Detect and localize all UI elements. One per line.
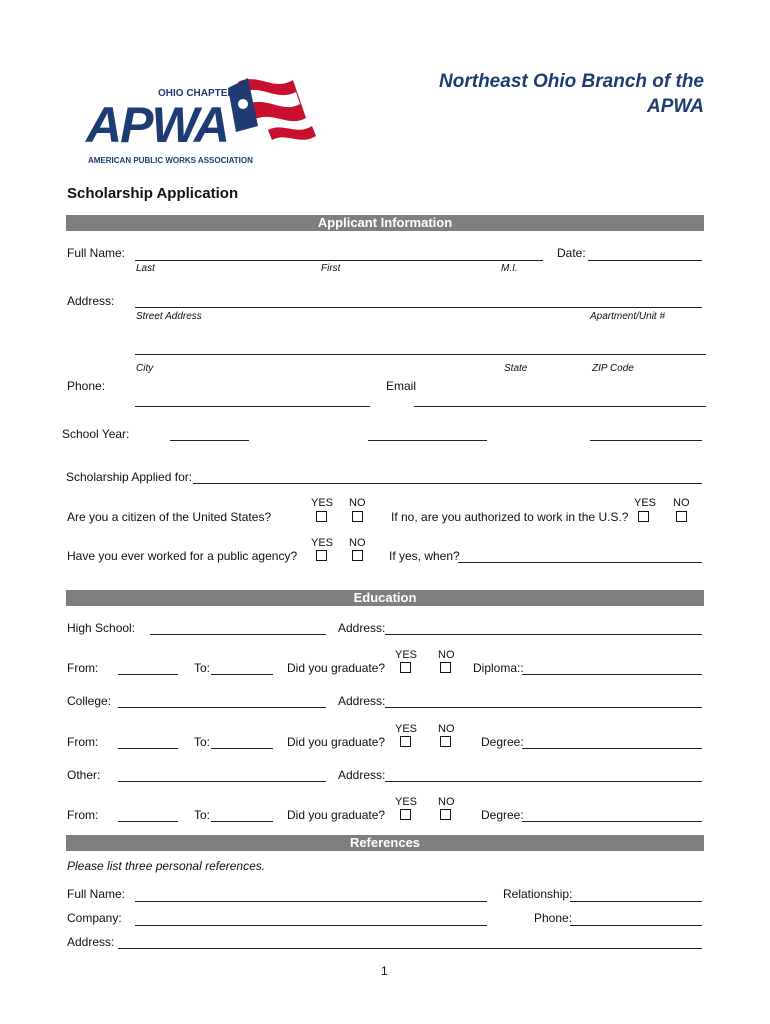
ref-address-label: Address: [67, 935, 115, 949]
page-number: 1 [381, 964, 388, 978]
hs-no-header: NO [438, 649, 455, 661]
other-degree-label: Degree: [481, 808, 524, 822]
phone-label: Phone: [67, 379, 106, 393]
full-name-field[interactable] [135, 260, 543, 261]
high-school-label: High School: [67, 621, 136, 635]
other-from-label: From: [67, 808, 99, 822]
apwa-logo [68, 70, 318, 170]
authorized-no-checkbox[interactable] [676, 511, 687, 522]
street-address-field[interactable] [135, 307, 702, 308]
high-school-field[interactable] [150, 634, 326, 635]
references-instruction: Please list three personal references. [67, 859, 266, 873]
college-label: College: [67, 694, 112, 708]
college-address-label: Address: [338, 694, 386, 708]
college-to-field[interactable] [211, 748, 273, 749]
other-address-label: Address: [338, 768, 386, 782]
worked-no-checkbox[interactable] [352, 550, 363, 561]
date-label: Date: [557, 246, 586, 260]
ref-company-field[interactable] [135, 925, 487, 926]
other-to-field[interactable] [211, 821, 273, 822]
authorized-no-header: NO [673, 497, 690, 509]
zip-sublabel: ZIP Code [592, 363, 634, 374]
hs-address-label: Address: [338, 621, 386, 635]
other-yes-checkbox[interactable] [400, 809, 411, 820]
worked-question: Have you ever worked for a public agency? [67, 549, 298, 563]
college-field[interactable] [118, 707, 326, 708]
logo-apwa-text: APWA [86, 97, 228, 153]
school-year-field-2[interactable] [368, 440, 487, 441]
scholarship-label: Scholarship Applied for: [66, 470, 193, 484]
other-from-field[interactable] [118, 821, 178, 822]
other-degree-field[interactable] [522, 821, 702, 822]
hs-from-label: From: [67, 661, 99, 675]
diploma-field[interactable] [522, 674, 702, 675]
ref-phone-label: Phone: [534, 911, 573, 925]
diploma-label: Diploma:: [473, 661, 524, 675]
street-sublabel: Street Address [136, 311, 202, 322]
other-to-label: To: [194, 808, 211, 822]
college-degree-label: Degree: [481, 735, 524, 749]
citizen-no-checkbox[interactable] [352, 511, 363, 522]
ref-relationship-label: Relationship: [503, 887, 573, 901]
ref-company-label: Company: [67, 911, 122, 925]
college-graduate-label: Did you graduate? [287, 735, 386, 749]
ref-address-field[interactable] [118, 948, 702, 949]
other-yes-header: YES [395, 796, 418, 808]
logo-chapter-text: OHIO CHAPTER [158, 88, 235, 99]
city-sublabel: City [136, 363, 154, 374]
other-no-header: NO [438, 796, 455, 808]
hs-address-field[interactable] [385, 634, 702, 635]
college-address-field[interactable] [385, 707, 702, 708]
worked-yes-checkbox[interactable] [316, 550, 327, 561]
branch-title-line2: APWA [647, 96, 704, 117]
college-no-header: NO [438, 723, 455, 735]
section-applicant-information: Applicant Information [66, 215, 704, 231]
section-education: Education [66, 590, 704, 606]
college-yes-header: YES [395, 723, 418, 735]
authorized-question: If no, are you authorized to work in the U.S.? [391, 510, 629, 524]
phone-field[interactable] [135, 406, 370, 407]
email-label: Email [386, 379, 417, 393]
hs-yes-header: YES [395, 649, 418, 661]
other-address-field[interactable] [385, 781, 702, 782]
if-yes-when-label: If yes, when? [389, 549, 460, 563]
scholarship-field[interactable] [193, 483, 702, 484]
ref-phone-field[interactable] [570, 925, 702, 926]
citizen-yes-checkbox[interactable] [316, 511, 327, 522]
ref-full-name-field[interactable] [135, 901, 487, 902]
college-no-checkbox[interactable] [440, 736, 451, 747]
college-from-field[interactable] [118, 748, 178, 749]
school-year-field-3[interactable] [590, 440, 702, 441]
authorized-yes-header: YES [634, 497, 657, 509]
date-field[interactable] [588, 260, 702, 261]
authorized-yes-checkbox[interactable] [638, 511, 649, 522]
state-sublabel: State [504, 363, 528, 374]
hs-to-field[interactable] [211, 674, 273, 675]
branch-title-line1: Northeast Ohio Branch of the [439, 71, 704, 92]
email-field[interactable] [414, 406, 706, 407]
apt-sublabel: Apartment/Unit # [590, 311, 666, 322]
worked-yes-header: YES [311, 537, 334, 549]
school-year-label: School Year: [62, 427, 130, 441]
last-sublabel: Last [136, 263, 155, 274]
section-references: References [66, 835, 704, 851]
hs-from-field[interactable] [118, 674, 178, 675]
ref-relationship-field[interactable] [570, 901, 702, 902]
worked-no-header: NO [349, 537, 366, 549]
other-label: Other: [67, 768, 101, 782]
first-sublabel: First [321, 263, 341, 274]
college-yes-checkbox[interactable] [400, 736, 411, 747]
citizen-yes-header: YES [311, 497, 334, 509]
hs-no-checkbox[interactable] [440, 662, 451, 673]
school-year-field-1[interactable] [170, 440, 249, 441]
other-no-checkbox[interactable] [440, 809, 451, 820]
other-field[interactable] [118, 781, 326, 782]
form-title: Scholarship Application [67, 185, 239, 202]
other-graduate-label: Did you graduate? [287, 808, 386, 822]
full-name-label: Full Name: [67, 246, 126, 260]
college-to-label: To: [194, 735, 211, 749]
logo-association-text: AMERICAN PUBLIC WORKS ASSOCIATION [88, 156, 253, 165]
citizen-no-header: NO [349, 497, 366, 509]
if-yes-when-field[interactable] [458, 562, 702, 563]
address-label: Address: [67, 294, 115, 308]
hs-graduate-label: Did you graduate? [287, 661, 386, 675]
hs-yes-checkbox[interactable] [400, 662, 411, 673]
college-degree-field[interactable] [522, 748, 702, 749]
hs-to-label: To: [194, 661, 211, 675]
citizen-question: Are you a citizen of the United States? [67, 510, 272, 524]
college-from-label: From: [67, 735, 99, 749]
city-state-zip-field[interactable] [135, 354, 706, 355]
mi-sublabel: M.I. [501, 263, 518, 274]
ref-full-name-label: Full Name: [67, 887, 126, 901]
